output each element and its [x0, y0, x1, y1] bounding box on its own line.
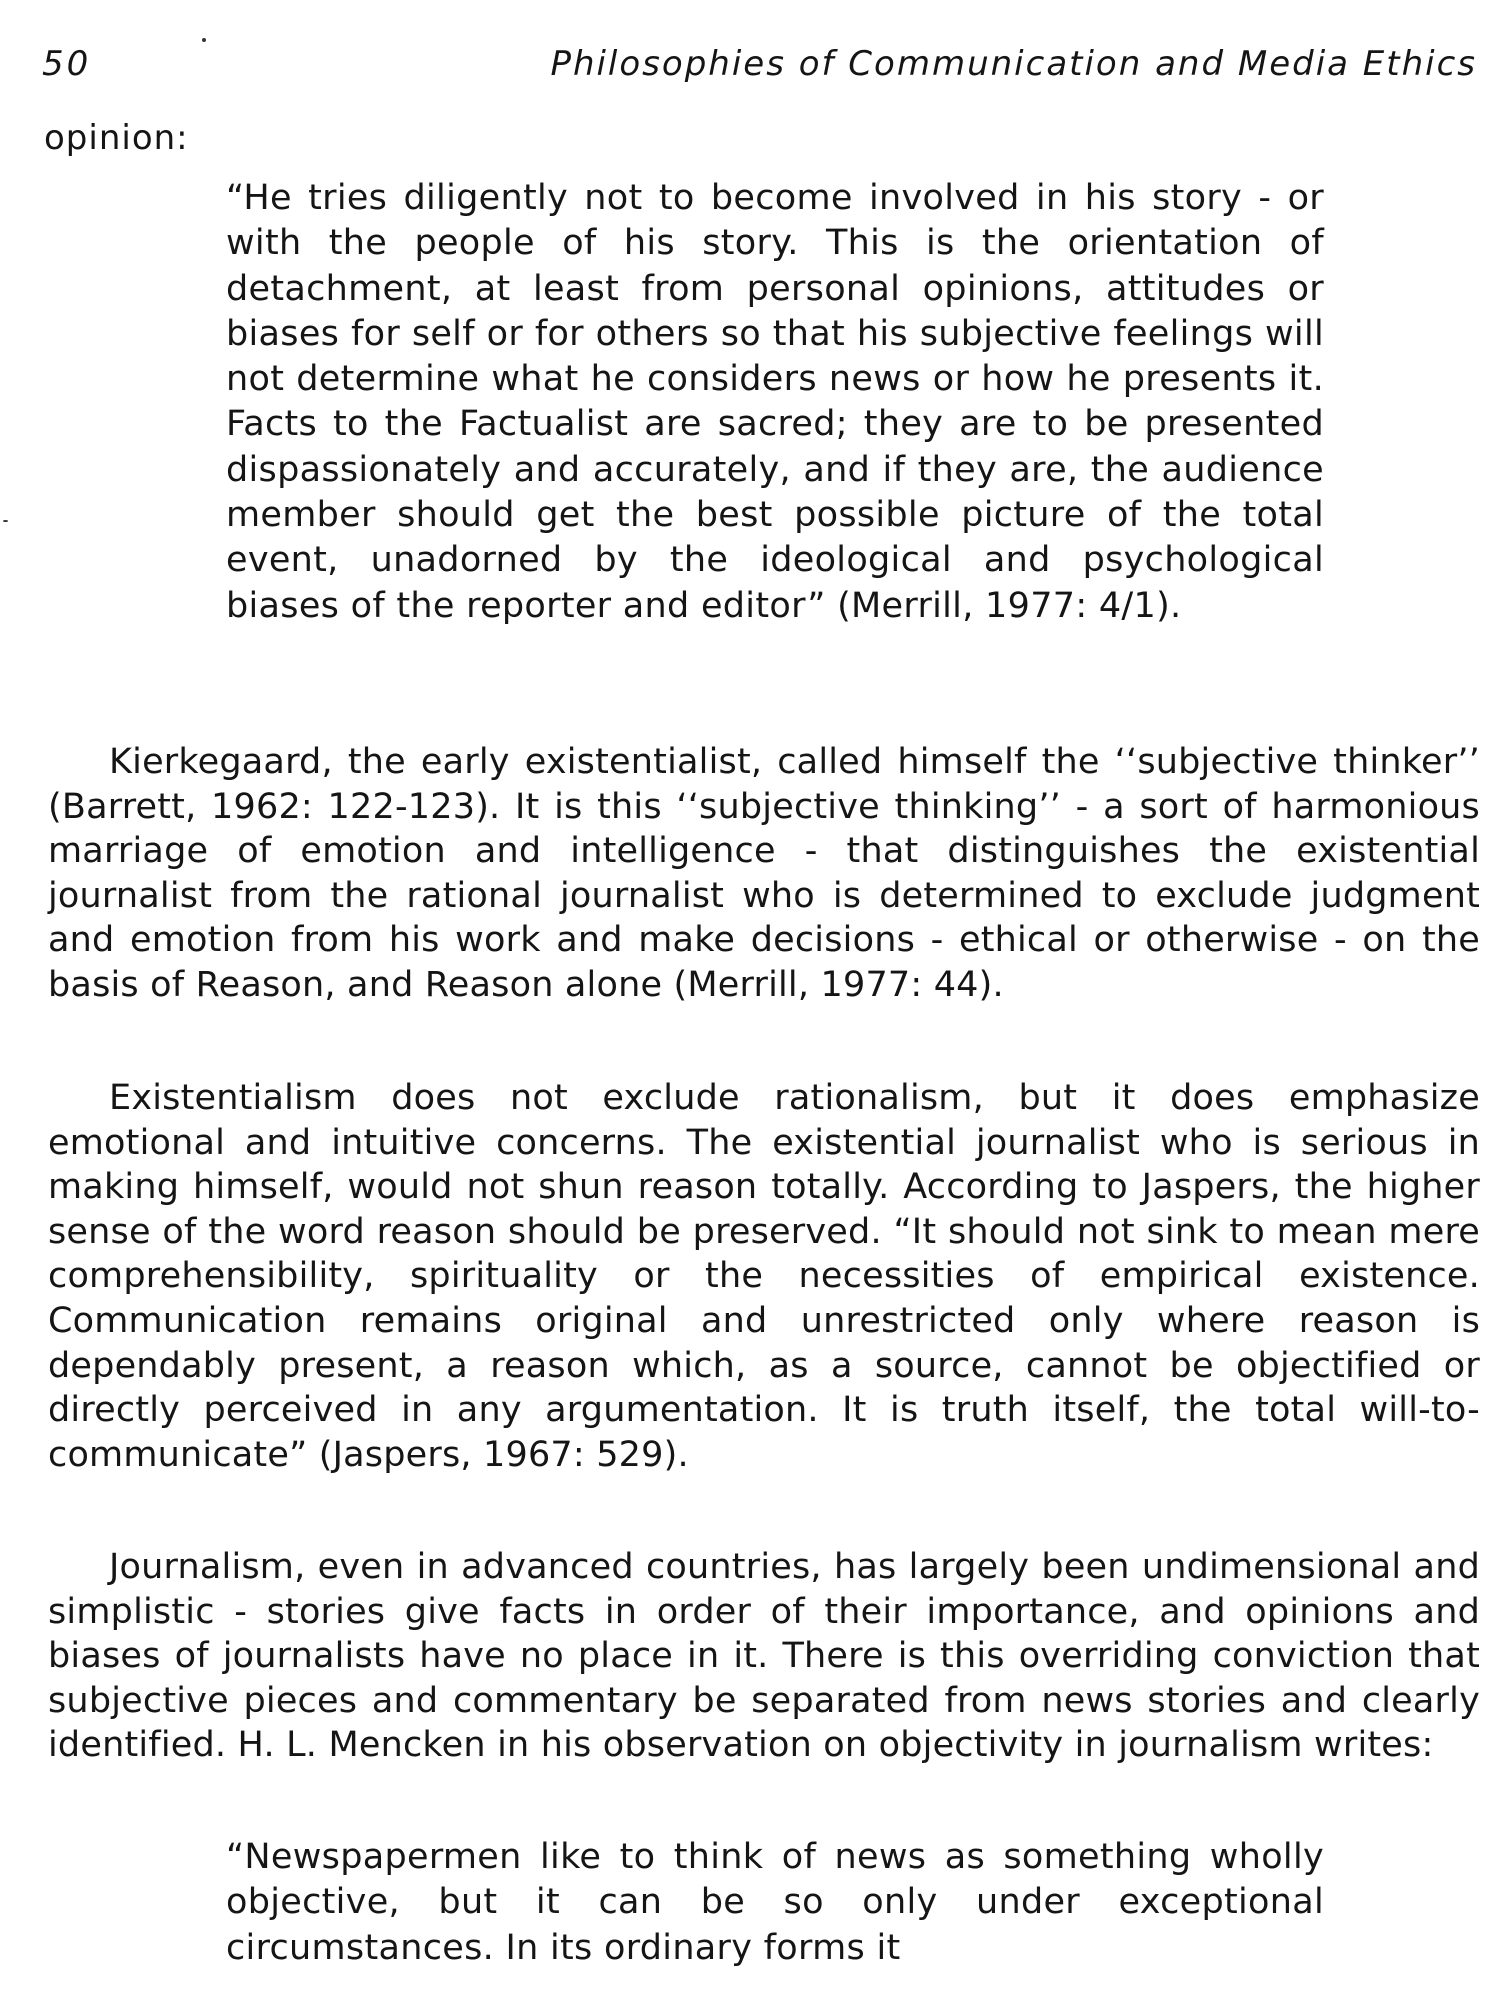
paragraph-kierkegaard: Kierkegaard, the early existentialist, called himself the ‘‘subjective thinker’’ (Barrett, 1962: 122-123). It is this ‘‘subjective thinking’’ - a sort of harmonious marriage of emotion and intelligence - that distinguishes the existential journalist from the rational journalist who is determined to exclude judgment and emotion from his work and make decisions - ethical or otherwise - on the basis of Reason, and Reason alone (Merrill, 1977: 44). — [48, 742, 1480, 1005]
page-number: 50 — [42, 44, 92, 84]
paragraph-journalism: Journalism, even in advanced countries, has largely been undimensional and simplistic - stories give facts in order of their importance, and opinions and biases of journalists have no place in it. There is this overriding conviction that subjective pieces and commentary be separated from news stories and clearly identified. H. L. Mencken in his observation on objectivity in journalism writes: — [48, 1547, 1480, 1766]
scan-speck — [202, 38, 206, 42]
running-head — [42, 38, 1477, 98]
book-title: Philosophies of Communication and Media Ethics — [550, 44, 1477, 84]
block-quote-mencken: “Newspapermen like to think of news as something wholly objective, but it can be so only under exceptional circumstances. In its ordinary forms it — [226, 1837, 1324, 1968]
block-quote-merrill: “He tries diligently not to become involved in his story - or with the people of his story. This is the orientation of detachment, at least from personal opinions, attitudes or biases for self or for others so that his subjective feelings will not determine what he considers news or how he presents it. Facts to the Factualist are sacred; they are to be presented dispassionately and accurately, and if they are, the audience member should get the best possible picture of the total event, unadorned by the ideological and psychological biases of the reporter and editor” (Merrill, 1977: 4/1). — [226, 178, 1324, 626]
scan-speck — [3, 520, 8, 522]
lead-in-text: opinion: — [44, 118, 189, 158]
paragraph-existentialism: Existentialism does not exclude rationalism, but it does emphasize emotional and intuitive concerns. The existential journalist who is serious in making himself, would not shun reason totally. According to Jaspers, the higher sense of the word reason should be preserved. “It should not sink to mean mere comprehensibility, spirituality or the necessities of empirical existence. Communication remains original and unrestricted only where reason is dependably present, a reason which, as a source, cannot be objectified or directly perceived in any argumentation. It is truth itself, the total will-to-communicate” (Jaspers, 1967: 529). — [48, 1078, 1480, 1475]
